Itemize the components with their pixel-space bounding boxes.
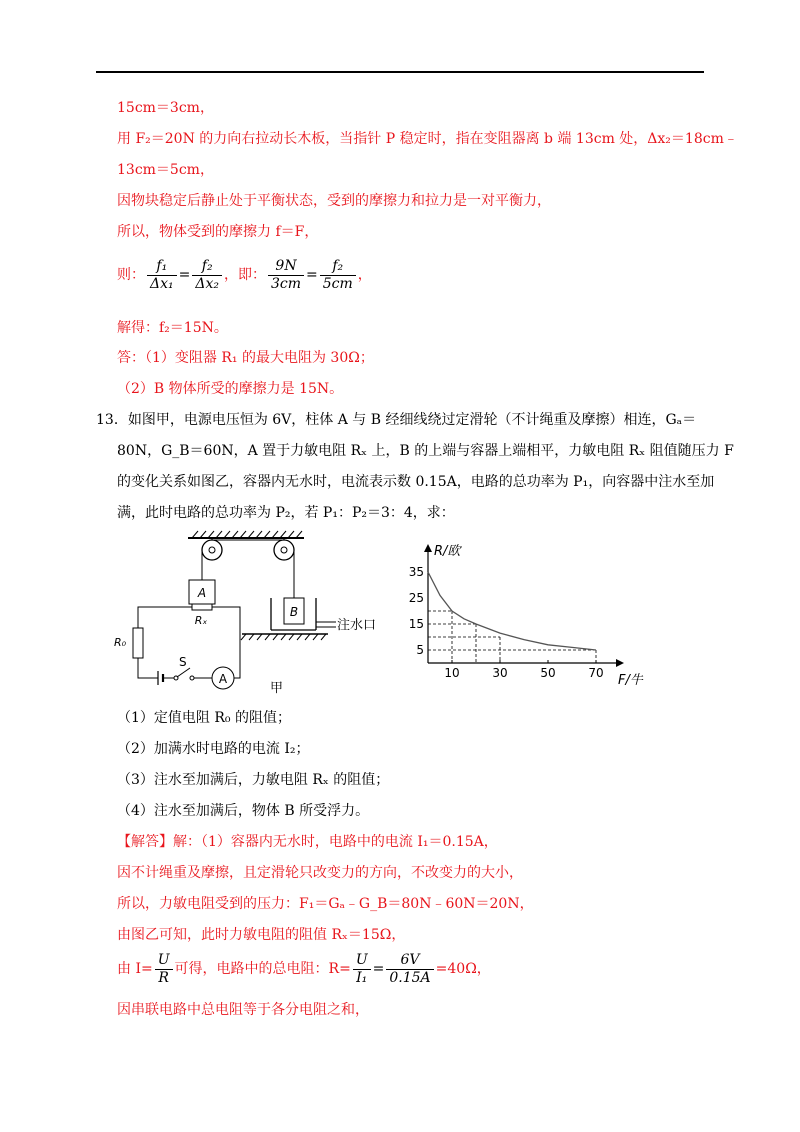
text-line: 15cm＝3cm， — [117, 100, 214, 116]
numerator: U — [155, 952, 173, 970]
block-a-label: A — [197, 586, 207, 600]
denominator: 0.15A — [389, 969, 431, 986]
inlet-label: 注水口 — [337, 618, 377, 633]
force-sensor — [192, 604, 212, 610]
y-axis-arrow-icon — [424, 544, 432, 552]
block-b-label: B — [289, 605, 299, 619]
solution-line: 所以，力敏电阻受到的压力：F₁＝Gₐ﹣G_B＝80N﹣60N＝20N， — [117, 896, 534, 912]
denominator: 5cm — [322, 275, 353, 292]
x-tick-label: 30 — [492, 666, 508, 680]
equals: = — [372, 961, 385, 977]
numerator: 6V — [386, 952, 433, 970]
switch-label: S — [179, 655, 187, 669]
numerator: 9N — [268, 258, 304, 276]
x-tick-label: 70 — [588, 666, 604, 680]
y-tick-label: 5 — [416, 643, 424, 657]
switch-icon — [190, 676, 194, 680]
pulley-icon — [274, 540, 294, 560]
resistance-force-chart — [408, 536, 648, 686]
ohm-equation — [117, 949, 491, 989]
fraction — [268, 258, 304, 293]
denominator: 3cm — [270, 275, 302, 292]
text-line: 所以，物体受到的摩擦力 f＝F， — [117, 224, 319, 240]
switch-icon — [177, 668, 190, 677]
y-tick-label: 15 — [408, 617, 424, 631]
r0-label: R₀ — [114, 636, 127, 649]
denominator: Δx₁ — [150, 275, 174, 292]
sub-question: （2）加满水时电路的电流 I₂； — [117, 741, 310, 757]
sub-question: （1）定值电阻 R₀ 的阻值； — [117, 710, 291, 726]
header-rule — [96, 71, 704, 73]
numerator: f₂ — [320, 258, 356, 276]
text-line: 因物块稳定后静止处于平衡状态，受到的摩擦力和拉力是一对平衡力， — [117, 193, 551, 209]
circuit-diagram — [108, 528, 408, 698]
fraction — [147, 258, 177, 293]
solution-line: 由图乙可知，此时力敏电阻的阻值 Rₓ＝15Ω， — [117, 927, 406, 943]
fraction — [386, 952, 433, 987]
denominator: Δx₂ — [195, 275, 219, 292]
ammeter-label: A — [218, 672, 228, 686]
y-axis-label: R/欧 — [434, 544, 461, 559]
fraction — [320, 258, 356, 293]
text-line: 13cm＝5cm， — [117, 162, 214, 178]
numerator: f₁ — [147, 258, 177, 276]
sub-question: （3）注水至加满后，力敏电阻 Rₓ 的阻值； — [117, 772, 390, 788]
question-line: 13．如图甲，电源电压恒为 6V，柱体 A 与 B 经细线绕过定滑轮（不计绳重及摩擦）相连，Gₐ＝ — [96, 412, 697, 428]
equals: = — [306, 267, 318, 283]
fraction — [192, 258, 222, 293]
y-tick-label: 25 — [408, 591, 424, 605]
resistor-r0 — [133, 628, 143, 658]
equation-prefix: 由 I= — [117, 961, 153, 977]
x-tick-label: 10 — [444, 666, 460, 680]
solution-line: 【解答】解：（1）容器内无水时，电路中的电流 I₁＝0.15A， — [117, 834, 498, 850]
answer-line: （2）B 物体所受的摩擦力是 15N。 — [117, 381, 344, 397]
sub-question: （4）注水至加满后，物体 B 所受浮力。 — [117, 803, 370, 819]
denominator: I₁ — [356, 969, 368, 986]
resistance-curve — [428, 572, 596, 650]
solution-line: 因串联电路中总电阻等于各分电阻之和， — [117, 1002, 369, 1018]
equation-prefix: 则： — [117, 267, 145, 283]
numerator: f₂ — [192, 258, 222, 276]
solution-line: 因不计绳重及摩擦，且定滑轮只改变力的方向，不改变力的大小， — [117, 865, 523, 881]
denominator: R — [158, 969, 169, 986]
equation-mid: ，即： — [223, 267, 266, 283]
x-tick-label: 50 — [540, 666, 556, 680]
x-axis-label: F/牛 — [618, 673, 643, 686]
solve-line: 解得：f₂＝15N。 — [117, 320, 228, 336]
numerator: U — [353, 952, 371, 970]
ratio-equation — [117, 255, 372, 295]
fraction — [353, 952, 371, 987]
equation-end: ， — [357, 267, 372, 283]
figure-caption: 甲 — [270, 681, 284, 696]
equals: = — [178, 267, 191, 283]
wire — [138, 607, 192, 628]
wire — [138, 658, 158, 678]
question-line: 80N，G_B＝60N，A 置于力敏电阻 Rₓ 上，B 的上端与容器上端相平，力敏电阻 Rₓ 阻值随压力 F — [117, 443, 734, 459]
question-line: 的变化关系如图乙，容器内无水时，电流表示数 0.15A，电路的总功率为 P₁，向容器中注水至加 — [117, 474, 715, 490]
question-line: 满，此时电路的总功率为 P₂，若 P₁：P₂＝3：4，求： — [117, 505, 455, 521]
text-line: 用 F₂＝20N 的力向右拉动长木板，当指针 P 稳定时，指在变阻器离 b 端 13cm 处，Δx₂＝18cm﹣ — [117, 131, 738, 147]
equation-mid: 可得，电路中的总电阻：R= — [174, 961, 351, 977]
x-axis-arrow-icon — [616, 659, 624, 667]
y-tick-label: 35 — [408, 565, 424, 579]
fraction — [155, 952, 173, 987]
answer-line: 答：（1）变阻器 R₁ 的最大电阻为 30Ω； — [117, 350, 374, 366]
rx-label: Rₓ — [194, 614, 208, 627]
equation-end: =40Ω， — [435, 961, 491, 977]
pulley-icon — [202, 540, 222, 560]
